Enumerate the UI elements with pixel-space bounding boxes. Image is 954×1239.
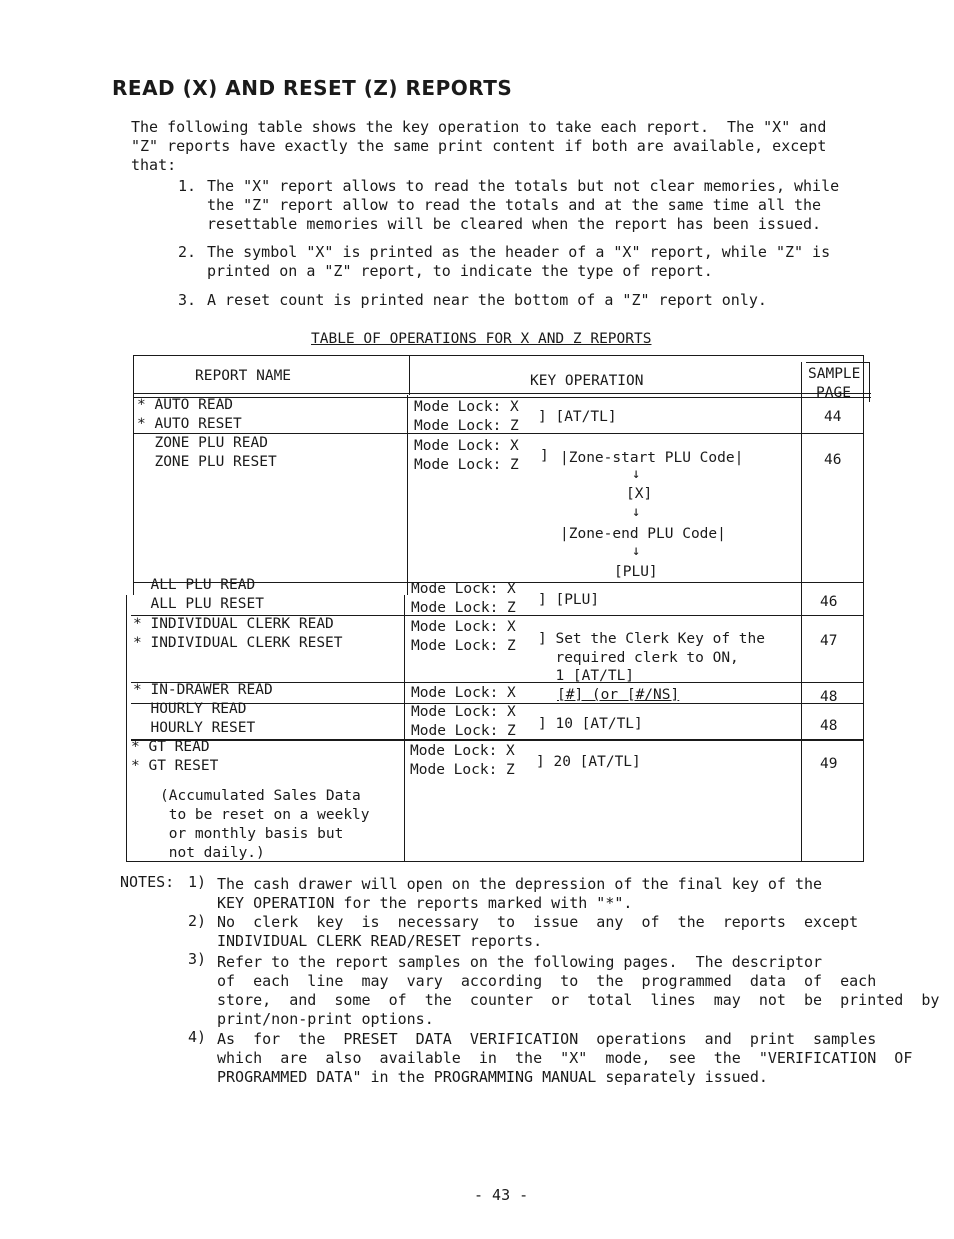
row-hourly-page: 48 — [820, 718, 838, 734]
row-allplu-mode-x: Mode Lock: X — [411, 581, 516, 597]
header-sample: SAMPLE — [808, 366, 861, 382]
note-2-line-1: No clerk key is necessary to issue any of the reports except — [217, 913, 859, 931]
note-3-line-2: of each line may vary according to the programmed data of each — [217, 972, 877, 990]
intro-line-3: that: — [131, 156, 177, 174]
table-footnote-3: or monthly basis but — [160, 826, 344, 842]
row-zone-mode-x: Mode Lock: X — [414, 438, 519, 454]
row-clerk-mode-z: Mode Lock: Z — [411, 638, 516, 654]
row-zone-page: 46 — [824, 452, 842, 468]
row-zone-key-x: [X] — [626, 486, 653, 502]
note-4-number: 4) — [188, 1028, 207, 1046]
row-clerk-reset-name: * INDIVIDUAL CLERK RESET — [133, 635, 343, 651]
point-3-number: 3. — [178, 291, 197, 309]
note-4-line-1: As for the PRESET DATA VERIFICATION operations and print samples — [217, 1030, 877, 1048]
row-zone-key-plu: [PLU] — [614, 564, 658, 580]
point-2-line-2: printed on a "Z" report, to indicate the type of report. — [207, 262, 713, 280]
point-2-line-1: The symbol "X" is printed as the header of a "X" report, while "Z" is — [207, 243, 831, 261]
row-auto-key: ] [AT/TL] — [538, 409, 617, 425]
table-footnote-1: (Accumulated Sales Data — [160, 788, 361, 804]
row-clerk-mode-x: Mode Lock: X — [411, 619, 516, 635]
note-1-number: 1) — [188, 873, 207, 891]
notes-label: NOTES: — [120, 873, 175, 891]
row-clerk-key-3: 1 [AT/TL] — [538, 668, 635, 684]
row-allplu-read-name: ALL PLU READ — [133, 577, 256, 593]
row-zone-bracket: ] — [540, 448, 549, 464]
row-zone-reset-name: ZONE PLU RESET — [137, 454, 277, 470]
intro-line-1: The following table shows the key operation to take each report. The "X" and — [131, 118, 827, 136]
page-heading: READ (X) AND RESET (Z) REPORTS — [112, 76, 513, 100]
row-gt-page: 49 — [820, 756, 838, 772]
row-zone-mode-z: Mode Lock: Z — [414, 457, 519, 473]
intro-line-2: "Z" reports have exactly the same print content if both are available, except — [131, 137, 827, 155]
note-2-line-2: INDIVIDUAL CLERK READ/RESET reports. — [217, 932, 543, 950]
point-1-line-2: the "Z" report allow to read the totals and at the same time all the — [207, 196, 822, 214]
row-hourly-key: ] 10 [AT/TL] — [538, 716, 643, 732]
note-4-line-3: PROGRAMMED DATA" in the PROGRAMMING MANUAL separately issued. — [217, 1068, 768, 1086]
arrow-down-icon: ↓ — [632, 466, 641, 482]
row-drawer-page: 48 — [820, 689, 838, 705]
row-clerk-key-1: ] Set the Clerk Key of the — [538, 631, 765, 647]
point-1-line-1: The "X" report allows to read the totals but not clear memories, while — [207, 177, 840, 195]
row-drawer-mode: Mode Lock: X — [411, 685, 516, 701]
row-zone-key-end: |Zone-end PLU Code| — [560, 526, 726, 542]
row-clerk-read-name: * INDIVIDUAL CLERK READ — [133, 616, 334, 632]
point-1-line-3: resettable memories will be cleared when the report has been issued. — [207, 215, 822, 233]
row-gt-mode-z: Mode Lock: Z — [410, 762, 515, 778]
note-3-line-4: print/non-print options. — [217, 1010, 434, 1028]
row-hourly-mode-z: Mode Lock: Z — [411, 723, 516, 739]
row-auto-read-name: * AUTO READ — [137, 397, 234, 413]
row-hourly-mode-x: Mode Lock: X — [411, 704, 516, 720]
row-gt-reset-name: * GT RESET — [131, 758, 219, 774]
note-3-number: 3) — [188, 950, 207, 968]
note-1-line-1: The cash drawer will open on the depression of the final key of the — [217, 875, 823, 893]
arrow-down-icon: ↓ — [632, 504, 641, 520]
arrow-down-icon: ↓ — [632, 543, 641, 559]
row-clerk-page: 47 — [820, 633, 838, 649]
row-allplu-reset-name: ALL PLU RESET — [133, 596, 264, 612]
note-4-line-2: which are also available in the "X" mode, see the "VERIFICATION OF — [217, 1049, 913, 1067]
note-1-line-2: KEY OPERATION for the reports marked with "*". — [217, 894, 633, 912]
table-footnote-4: not daily.) — [160, 845, 265, 861]
table-footnote-2: to be reset on a weekly — [160, 807, 370, 823]
row-clerk-key-2: required clerk to ON, — [538, 650, 739, 666]
row-auto-mode-z: Mode Lock: Z — [414, 418, 519, 434]
row-gt-mode-x: Mode Lock: X — [410, 743, 515, 759]
row-auto-reset-name: * AUTO RESET — [137, 416, 242, 432]
row-gt-key: ] 20 [AT/TL] — [536, 754, 641, 770]
row-drawer-name: * IN-DRAWER READ — [133, 682, 273, 698]
row-zone-read-name: ZONE PLU READ — [137, 435, 268, 451]
header-page: PAGE — [816, 385, 851, 401]
row-auto-mode-x: Mode Lock: X — [414, 399, 519, 415]
row-zone-key-start: |Zone-start PLU Code| — [560, 450, 744, 466]
note-3-line-3: store, and some of the counter or total lines may not be printed by — [217, 991, 940, 1009]
row-gt-read-name: * GT READ — [131, 739, 210, 755]
point-3-line-1: A reset count is printed near the bottom of a "Z" report only. — [207, 291, 767, 309]
row-allplu-key: ] [PLU] — [538, 592, 600, 608]
point-2-number: 2. — [178, 243, 197, 261]
row-allplu-mode-z: Mode Lock: Z — [411, 600, 516, 616]
note-2-number: 2) — [188, 912, 207, 930]
header-key-operation: KEY OPERATION — [530, 373, 644, 389]
row-hourly-read-name: HOURLY READ — [133, 701, 247, 717]
point-1-number: 1. — [178, 177, 197, 195]
table-title: TABLE OF OPERATIONS FOR X AND Z REPORTS — [311, 331, 652, 347]
row-allplu-page: 46 — [820, 594, 838, 610]
header-report-name: REPORT NAME — [195, 368, 292, 384]
row-hourly-reset-name: HOURLY RESET — [133, 720, 256, 736]
note-3-line-1: Refer to the report samples on the following pages. The descriptor — [217, 953, 823, 971]
page-number: - 43 - — [474, 1186, 529, 1204]
row-drawer-key: [#] (or [#/NS] — [557, 687, 680, 703]
row-auto-page: 44 — [824, 409, 842, 425]
